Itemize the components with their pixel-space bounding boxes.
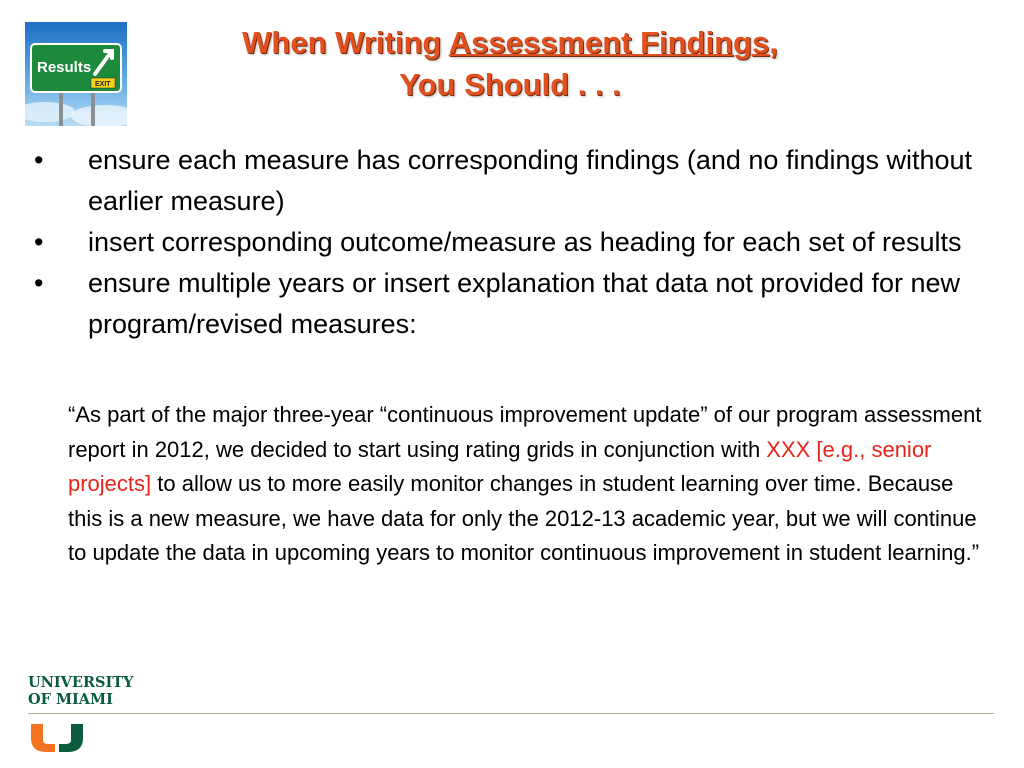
- bullet-text: insert corresponding outcome/measure as heading for each set of results: [88, 227, 962, 257]
- bullet-list: [30, 140, 990, 345]
- quote-text-after: to allow us to more easily monitor changes in student learning over time. Because this is a new measure, we have data for only the 2012-13 academic year, but we will continue to update the data in upcoming years to monitor continuous improvement in student learning.”: [68, 471, 980, 565]
- results-exit-sign-icon: [25, 22, 127, 126]
- sign-exit-text: EXIT: [95, 81, 111, 88]
- bullet-glyph: •: [34, 268, 44, 298]
- title-line-1-after: ,: [769, 25, 778, 60]
- title-line-1-before: When Writing: [242, 25, 449, 60]
- bullet-glyph: •: [34, 227, 44, 257]
- bullet-item: [30, 263, 990, 345]
- quote-text-before: “As part of the major three-year “continuous improvement update” of our program assessment report in 2012, we decided to start using rating grids in conjunction with: [68, 402, 982, 462]
- title-line-1: [130, 22, 890, 64]
- bullet-text: ensure multiple years or insert explanation that data not provided for new program/revised measures:: [88, 268, 961, 339]
- bullet-item: [30, 222, 990, 263]
- sign-text: Results: [37, 59, 92, 76]
- title-underlined: Assessment Findings: [448, 25, 770, 60]
- quote-highlight: XXX [e.g., senior projects]: [68, 436, 932, 496]
- bullet-item: [30, 140, 990, 222]
- example-quote: [68, 398, 988, 571]
- u-logo-icon: [31, 724, 83, 752]
- wordmark-line-2: OF MIAMI: [28, 691, 113, 708]
- footer-divider: [28, 713, 994, 714]
- wordmark-line-1: UNIVERSITY: [28, 674, 134, 691]
- title-line-2: You Should . . .: [399, 67, 621, 102]
- university-wordmark: [28, 674, 133, 708]
- bullet-glyph: •: [34, 145, 44, 175]
- bullet-text: ensure each measure has corresponding findings (and no findings without earlier measure): [88, 145, 973, 216]
- slide-title: [130, 22, 890, 106]
